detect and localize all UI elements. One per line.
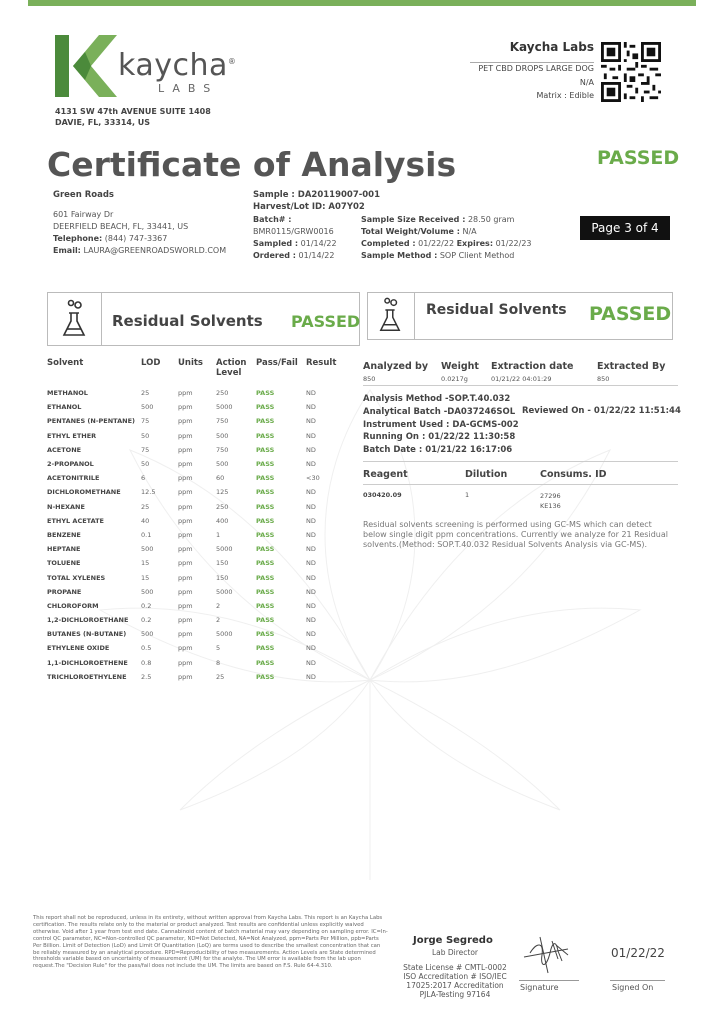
result-value: ND [306,573,316,582]
lod-value: 0.5 [141,644,152,653]
action-level-value: 5000 [216,587,233,596]
analytical-batch: Analytical Batch -DA037246SOL [363,406,516,417]
solvent-name: PENTANES (N-PENTANE) [47,417,135,426]
result-value: ND [306,445,316,454]
lod-value: 500 [141,630,154,639]
result-value: ND [306,658,316,667]
units-value: ppm [178,530,193,539]
result-value: ND [306,644,316,653]
units-value: ppm [178,474,193,483]
pass-fail-value: PASS [256,502,275,511]
units-value: ppm [178,644,193,653]
lod-value: 500 [141,403,154,412]
lod-value: 2.5 [141,672,152,681]
pass-fail-value: PASS [256,545,275,554]
lod-value: 50 [141,460,150,469]
units-value: ppm [178,488,193,497]
units-value: ppm [178,658,193,667]
sample-id: Sample : DA20119007-001 [253,190,381,200]
table-row [47,414,347,428]
solvent-name: ETHYL ETHER [47,431,97,440]
action-level-value: 25 [216,672,225,681]
pass-fail-value: PASS [256,672,275,681]
units-value: ppm [178,630,193,639]
result-value: ND [306,516,316,525]
result-value: ND [306,616,316,625]
analysis-method: Analysis Method -SOP.T.40.032 [363,394,511,404]
lab-address: 4131 SW 47th AVENUE SUITE 1408 DAVIE, FL, 33314, US [55,107,211,127]
signed-on-line [610,980,665,981]
solvents-table [47,356,347,684]
action-level-value: 750 [216,417,229,426]
pass-fail-value: PASS [256,573,275,582]
action-level-value: 750 [216,445,229,454]
extracted-by-label: Extracted By [597,361,666,372]
table-row [47,570,347,584]
lod-value: 0.8 [141,658,152,667]
divider [363,461,678,462]
method-block [363,393,519,457]
batch-value: BMR0115/GRW0016 [253,227,334,236]
units-value: ppm [178,587,193,596]
solvent-name: BUTANES (N-BUTANE) [47,630,127,639]
table-row [47,457,347,471]
table-row [47,585,347,599]
pass-fail-value: PASS [256,616,275,625]
result-value: <30 [306,474,320,483]
client-info [53,189,226,257]
weight-value: 0.0217g [441,375,468,383]
lod-value: 0.2 [141,616,152,625]
sample-ids [253,189,380,213]
units-value: ppm [178,672,193,681]
table-row [47,400,347,414]
action-level-value: 250 [216,389,229,398]
overall-status-badge: PASSED [597,147,680,169]
units-value: ppm [178,516,193,525]
consums-label: Consums. ID [540,469,607,480]
pjla-testing: PJLA-Testing 97164 [419,990,491,999]
brand-name: kaycha® [118,48,237,83]
lod-value: 75 [141,417,150,426]
result-value: ND [306,601,316,610]
lod-value: 15 [141,573,150,582]
signature-image [522,933,572,977]
pass-fail-value: PASS [256,530,275,539]
table-row [47,500,347,514]
units-value: ppm [178,573,193,582]
lod-value: 15 [141,559,150,568]
table-header-row [47,356,347,386]
extraction-date-value: 01/21/22 04:01:29 [491,375,552,383]
solvent-name: HEPTANE [47,545,81,554]
pass-fail-value: PASS [256,601,275,610]
lod-value: 50 [141,431,150,440]
solvent-name: TOTAL XYLENES [47,573,106,582]
signature-label: Signature [520,983,559,992]
table-row [47,471,347,485]
reagent-value: 030420.09 [363,491,402,499]
reviewed-on: Reviewed On - 01/22/22 11:51:44 [522,406,681,416]
completed-expires: Completed : 01/22/22 Expires: 01/22/23 [361,239,532,248]
total-weight: Total Weight/Volume : N/A [361,227,477,236]
lod-value: 40 [141,516,150,525]
signed-date: 01/22/22 [611,946,665,960]
pass-fail-value: PASS [256,488,275,497]
table-row [47,641,347,655]
solvent-name: TRICHLOROETHYLENE [47,672,127,681]
solvent-name: N-HEXANE [47,502,85,511]
table-row [47,528,347,542]
analyzed-by-value: 850 [363,375,376,383]
client-name: Green Roads [53,190,114,200]
action-level-value: 400 [216,516,229,525]
pass-fail-value: PASS [256,460,275,469]
lod-value: 12.5 [141,488,156,497]
col-units: Units [178,358,203,368]
col-solvent: Solvent [47,358,84,368]
signer-name: Jorge Segredo [413,935,493,946]
result-value: ND [306,488,316,497]
solvent-name: 2-PROPANOL [47,460,94,469]
state-license: State License # CMTL-0002 [403,963,507,972]
units-value: ppm [178,601,193,610]
action-level-value: 2 [216,616,221,625]
action-level-value: 150 [216,573,229,582]
result-value: ND [306,559,316,568]
table-row [47,613,347,627]
table-row [47,599,347,613]
result-value: ND [306,389,316,398]
signer-details [400,948,510,999]
disclaimer-text: This report shall not be reproduced, unless in its entirety, without written approval from Kaycha Labs. This report is an Kaycha Labs certification. The results relate only to the material or product analyzed. Test results are confidential unless explicitly waived otherwise. Void after 1 year from test end date. Cannabinoid content of batch material may vary depending on sampling error. IC=In-control QC parameter, NC=Non-controlled QC parameter, ND=Not Detected, NA=Not Analyzed, ppm=Parts Per Million, ppb=Parts Per Billion. Limit of Detection (LoD) and Limit Of Quantitation (LoQ) are terms used to describe the smallest concentration that can be reliably measured by an analytical procedure. RPD=Reproducibility of two measurements. Action Levels are State determined thresholds variable based on uncertainty of measurement (UM) for the analyte. The UM error is available from the lab upon request.The "Decision Rule" for the pass/fail does not include the UM. The limits are based on F.S. Rule 64-4.310. [33,915,388,970]
lod-value: 25 [141,389,150,398]
kaycha-logo-icon [55,35,117,97]
iso-accreditation: ISO Accreditation # ISO/IEC [403,972,507,981]
result-value: ND [306,530,316,539]
units-value: ppm [178,559,193,568]
units-value: ppm [178,431,193,440]
solvent-name: TOLUENE [47,559,81,568]
action-level-value: 150 [216,559,229,568]
product-extra: N/A [579,78,594,87]
pass-fail-value: PASS [256,389,275,398]
col-action-level: Action Level [216,358,247,378]
solvent-name: DICHLOROMETHANE [47,488,121,497]
table-row [47,556,347,570]
result-value: ND [306,545,316,554]
left-panel-title: Residual Solvents [112,312,263,330]
action-level-value: 5 [216,644,221,653]
result-value: ND [306,431,316,440]
product-name: PET CBD DROPS LARGE DOG [478,64,594,73]
lod-value: 500 [141,545,154,554]
client-email: Email: LAURA@GREENROADSWORLD.COM [53,246,227,255]
units-value: ppm [178,502,193,511]
action-level-value: 500 [216,431,229,440]
result-value: ND [306,630,316,639]
page-indicator: Page 3 of 4 [580,216,670,240]
action-level-value: 250 [216,502,229,511]
table-row [47,485,347,499]
table-row [47,429,347,443]
solvent-name: ETHYL ACETATE [47,516,104,525]
lod-value: 0.2 [141,601,152,610]
client-telephone: Telephone: (844) 747-3367 [53,234,168,243]
action-level-value: 2 [216,601,221,610]
reagent-label: Reagent [363,469,408,480]
sample-size: Sample Size Received : 28.50 gram [361,215,515,224]
client-street: 601 Fairway Dr [53,210,114,219]
solvent-name: ETHYLENE OXIDE [47,644,110,653]
right-panel-status: PASSED [589,303,672,325]
sample-method: Sample Method : SOP Client Method [361,251,515,260]
header-divider [470,62,594,63]
client-city: DEERFIELD BEACH, FL, 33441, US [53,222,189,231]
units-value: ppm [178,460,193,469]
method-note: Residual solvents screening is performed using GC-MS which can detect below single digit ppm concentrations. Currently we analyze for 21 Residual solvents.(Method: SOP.T.40.032 Residual Solvents Analysis via GC-MS). [363,520,668,549]
result-value: ND [306,403,316,412]
top-accent-bar [28,0,696,6]
result-value: ND [306,502,316,511]
flask-icon [378,297,402,334]
pass-fail-value: PASS [256,417,275,426]
solvent-name: ACETONE [47,445,82,454]
solvent-name: CHLOROFORM [47,601,99,610]
units-value: ppm [178,417,193,426]
lod-value: 0.1 [141,530,152,539]
solvent-name: 1,1-DICHLOROETHENE [47,658,128,667]
left-panel-status: PASSED [291,312,361,331]
table-row [47,443,347,457]
action-level-value: 1 [216,530,221,539]
ordered-date: Ordered : 01/14/22 [253,251,335,260]
col-pass-fail: Pass/Fail [256,358,298,368]
right-panel-title: Residual Solvents [426,302,567,318]
solvent-name: BENZENE [47,530,81,539]
signature-line [519,980,579,981]
action-level-value: 125 [216,488,229,497]
lod-value: 500 [141,587,154,596]
solvent-name: METHANOL [47,389,88,398]
iso-accreditation-2: 17025:2017 Accreditation [406,981,504,990]
document-title: Certificate of Analysis [47,145,457,184]
table-row [47,542,347,556]
extracted-by-value: 850 [597,375,610,383]
pass-fail-value: PASS [256,445,275,454]
sample-batch-info [253,214,337,262]
analyzed-by-label: Analyzed by [363,361,429,372]
pass-fail-value: PASS [256,587,275,596]
table-row [47,670,347,684]
lod-value: 75 [141,445,150,454]
harvest-lot-id: Harvest/Lot ID: A07Y02 [253,202,365,212]
result-value: ND [306,460,316,469]
instrument-used: Instrument Used : DA-GCMS-002 [363,419,519,430]
result-value: ND [306,587,316,596]
lab-name: Kaycha Labs [509,40,594,54]
qr-code-icon[interactable] [601,42,661,102]
units-value: ppm [178,445,193,454]
action-level-value: 60 [216,474,225,483]
pass-fail-value: PASS [256,658,275,667]
action-level-value: 8 [216,658,221,667]
flask-icon [61,299,87,339]
consums-values: 27296 KE136 [540,492,561,510]
table-row [47,627,347,641]
signed-on-label: Signed On [612,983,654,992]
table-row [47,514,347,528]
sample-details [361,214,532,262]
running-on: Running On : 01/22/22 11:30:58 [363,432,516,443]
solvent-name: 1,2-DICHLOROETHANE [47,616,129,625]
result-value: ND [306,417,316,426]
batch-label: Batch# : [253,215,292,224]
pass-fail-value: PASS [256,559,275,568]
pass-fail-value: PASS [256,403,275,412]
units-value: ppm [178,616,193,625]
col-lod: LOD [141,358,161,368]
dilution-label: Dilution [465,469,508,480]
action-level-value: 5000 [216,545,233,554]
batch-date: Batch Date : 01/21/22 16:17:06 [363,445,513,456]
brand-subtitle: LABS [158,82,219,95]
matrix-label: Matrix : Edible [536,91,594,100]
extraction-date-label: Extraction date [491,361,574,372]
solvent-name: ACETONITRILE [47,474,100,483]
sampled-date: Sampled : 01/14/22 [253,239,337,248]
lod-value: 6 [141,474,146,483]
table-row [47,656,347,670]
dilution-value: 1 [465,491,470,499]
pass-fail-value: PASS [256,630,275,639]
pass-fail-value: PASS [256,431,275,440]
weight-label: Weight [441,361,479,372]
solvent-name: PROPANE [47,587,82,596]
result-value: ND [306,672,316,681]
divider [363,484,678,485]
pass-fail-value: PASS [256,516,275,525]
units-value: ppm [178,389,193,398]
divider [363,385,678,386]
solvent-name: ETHANOL [47,403,82,412]
units-value: ppm [178,403,193,412]
signer-title: Lab Director [431,948,479,957]
lod-value: 25 [141,502,150,511]
action-level-value: 5000 [216,403,233,412]
col-result: Result [306,358,337,368]
action-level-value: 5000 [216,630,233,639]
table-row [47,386,347,400]
pass-fail-value: PASS [256,474,275,483]
units-value: ppm [178,545,193,554]
pass-fail-value: PASS [256,644,275,653]
action-level-value: 500 [216,460,229,469]
